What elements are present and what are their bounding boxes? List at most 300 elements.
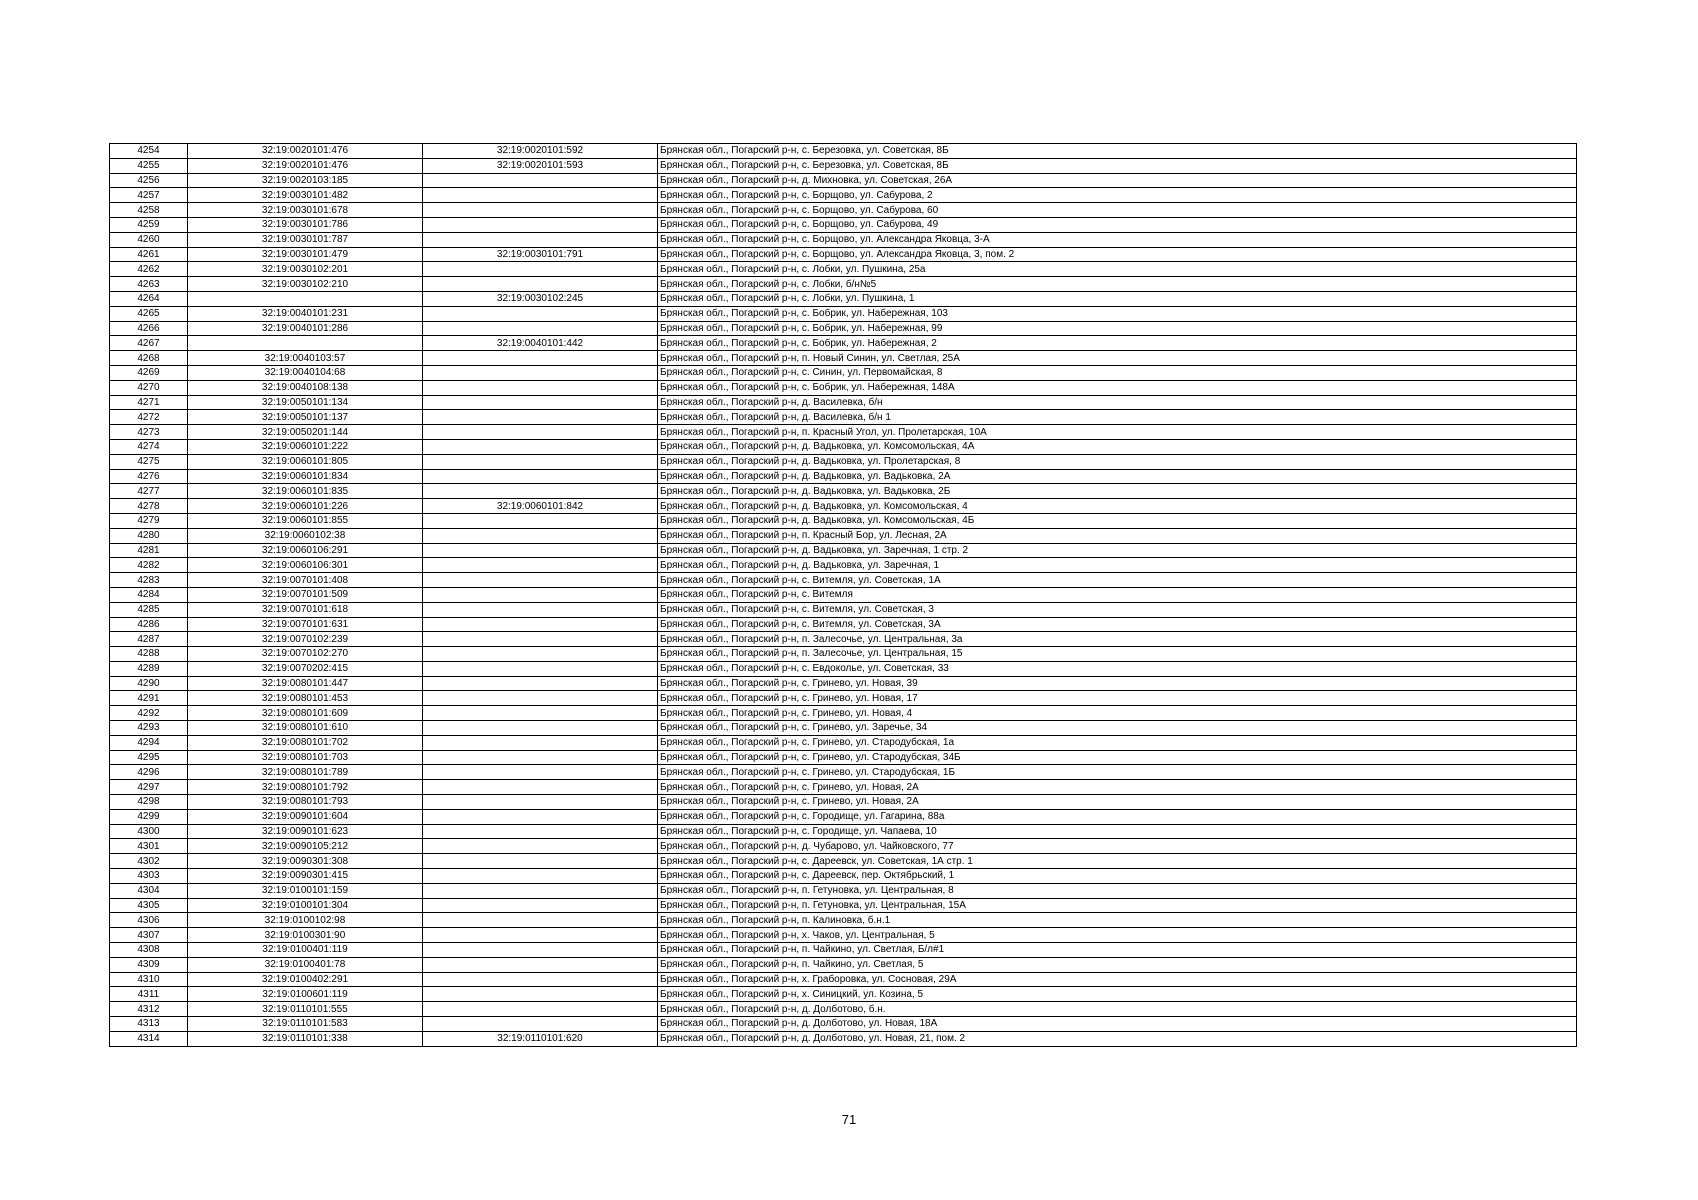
table-row <box>110 987 1577 1002</box>
row-number-cell: 4259 <box>110 217 188 232</box>
table-row <box>110 158 1577 173</box>
building-cadastral-number-cell <box>423 780 658 795</box>
building-cadastral-number-cell <box>423 809 658 824</box>
table-row <box>110 972 1577 987</box>
land-cadastral-number-cell: 32:19:0040101:286 <box>188 321 423 336</box>
table-row <box>110 365 1577 380</box>
building-cadastral-number-cell: 32:19:0060101:842 <box>423 499 658 514</box>
land-cadastral-number-cell: 32:19:0020101:476 <box>188 144 423 159</box>
table-row <box>110 543 1577 558</box>
row-number-cell: 4300 <box>110 824 188 839</box>
row-number-cell: 4281 <box>110 543 188 558</box>
row-number-cell: 4290 <box>110 676 188 691</box>
row-number-cell: 4279 <box>110 513 188 528</box>
land-cadastral-number-cell: 32:19:0070102:270 <box>188 647 423 662</box>
building-cadastral-number-cell <box>423 647 658 662</box>
building-cadastral-number-cell <box>423 928 658 943</box>
row-number-cell: 4311 <box>110 987 188 1002</box>
table-row <box>110 957 1577 972</box>
row-number-cell: 4295 <box>110 750 188 765</box>
building-cadastral-number-cell <box>423 765 658 780</box>
address-cell: Брянская обл., Погарский р-н, с. Борщово, ул. Александра Яковца, 3-А <box>658 232 1577 247</box>
address-cell: Брянская обл., Погарский р-н, п. Залесочье, ул. Центральная, 15 <box>658 647 1577 662</box>
table-row <box>110 232 1577 247</box>
building-cadastral-number-cell <box>423 232 658 247</box>
address-cell: Брянская обл., Погарский р-н, п. Чайкино, ул. Светлая, Б/л#1 <box>658 943 1577 958</box>
row-number-cell: 4267 <box>110 336 188 351</box>
address-cell: Брянская обл., Погарский р-н, п. Гетуновка, ул. Центральная, 15А <box>658 898 1577 913</box>
row-number-cell: 4256 <box>110 173 188 188</box>
land-cadastral-number-cell: 32:19:0070101:408 <box>188 573 423 588</box>
building-cadastral-number-cell: 32:19:0110101:620 <box>423 1031 658 1046</box>
building-cadastral-number-cell <box>423 957 658 972</box>
row-number-cell: 4264 <box>110 291 188 306</box>
building-cadastral-number-cell <box>423 676 658 691</box>
address-cell: Брянская обл., Погарский р-н, с. Лобки, ул. Пушкина, 25а <box>658 262 1577 277</box>
land-cadastral-number-cell: 32:19:0060102:38 <box>188 528 423 543</box>
row-number-cell: 4269 <box>110 365 188 380</box>
address-cell: Брянская обл., Погарский р-н, п. Новый Синин, ул. Светлая, 25А <box>658 351 1577 366</box>
address-cell: Брянская обл., Погарский р-н, х. Чаков, ул. Центральная, 5 <box>658 928 1577 943</box>
building-cadastral-number-cell <box>423 543 658 558</box>
address-cell: Брянская обл., Погарский р-н, с. Дареевск, пер. Октябрьский, 1 <box>658 869 1577 884</box>
address-cell: Брянская обл., Погарский р-н, с. Синин, ул. Первомайская, 8 <box>658 365 1577 380</box>
land-cadastral-number-cell: 32:19:0070102:239 <box>188 632 423 647</box>
table-row <box>110 469 1577 484</box>
address-cell: Брянская обл., Погарский р-н, д. Василевка, б/н 1 <box>658 410 1577 425</box>
building-cadastral-number-cell <box>423 839 658 854</box>
land-cadastral-number-cell: 32:19:0100101:159 <box>188 883 423 898</box>
land-cadastral-number-cell: 32:19:0030101:479 <box>188 247 423 262</box>
address-cell: Брянская обл., Погарский р-н, с. Борщово, ул. Сабурова, 49 <box>658 217 1577 232</box>
building-cadastral-number-cell <box>423 173 658 188</box>
land-cadastral-number-cell <box>188 336 423 351</box>
building-cadastral-number-cell <box>423 750 658 765</box>
land-cadastral-number-cell: 32:19:0070202:415 <box>188 661 423 676</box>
address-cell: Брянская обл., Погарский р-н, с. Березовка, ул. Советская, 8Б <box>658 144 1577 159</box>
address-cell: Брянская обл., Погарский р-н, с. Витемля, ул. Советская, 3 <box>658 602 1577 617</box>
table-row <box>110 750 1577 765</box>
table-row <box>110 321 1577 336</box>
land-cadastral-number-cell: 32:19:0060101:805 <box>188 454 423 469</box>
address-cell: Брянская обл., Погарский р-н, с. Гринево, ул. Стародубская, 1Б <box>658 765 1577 780</box>
land-cadastral-number-cell <box>188 291 423 306</box>
address-cell: Брянская обл., Погарский р-н, с. Городище, ул. Чапаева, 10 <box>658 824 1577 839</box>
table-row <box>110 780 1577 795</box>
row-number-cell: 4261 <box>110 247 188 262</box>
row-number-cell: 4312 <box>110 1002 188 1017</box>
building-cadastral-number-cell <box>423 454 658 469</box>
building-cadastral-number-cell <box>423 365 658 380</box>
row-number-cell: 4305 <box>110 898 188 913</box>
land-cadastral-number-cell: 32:19:0090301:415 <box>188 869 423 884</box>
row-number-cell: 4271 <box>110 395 188 410</box>
address-cell: Брянская обл., Погарский р-н, с. Бобрик, ул. Набережная, 2 <box>658 336 1577 351</box>
building-cadastral-number-cell <box>423 1017 658 1032</box>
table-row <box>110 765 1577 780</box>
table-row <box>110 1002 1577 1017</box>
row-number-cell: 4286 <box>110 617 188 632</box>
land-cadastral-number-cell: 32:19:0090101:604 <box>188 809 423 824</box>
table-row <box>110 262 1577 277</box>
address-cell: Брянская обл., Погарский р-н, д. Долботово, ул. Новая, 18А <box>658 1017 1577 1032</box>
row-number-cell: 4275 <box>110 454 188 469</box>
table-row <box>110 454 1577 469</box>
table-row <box>110 721 1577 736</box>
building-cadastral-number-cell <box>423 262 658 277</box>
row-number-cell: 4308 <box>110 943 188 958</box>
address-cell: Брянская обл., Погарский р-н, с. Борщово, ул. Александра Яковца, 3, пом. 2 <box>658 247 1577 262</box>
building-cadastral-number-cell <box>423 972 658 987</box>
building-cadastral-number-cell: 32:19:0030102:245 <box>423 291 658 306</box>
page-number: 71 <box>841 1112 857 1127</box>
table-row <box>110 380 1577 395</box>
row-number-cell: 4273 <box>110 425 188 440</box>
address-cell: Брянская обл., Погарский р-н, с. Витемля, ул. Советская, 1А <box>658 573 1577 588</box>
land-cadastral-number-cell: 32:19:0110101:583 <box>188 1017 423 1032</box>
building-cadastral-number-cell <box>423 469 658 484</box>
land-cadastral-number-cell: 32:19:0060101:834 <box>188 469 423 484</box>
table-row <box>110 1031 1577 1046</box>
table-row <box>110 499 1577 514</box>
land-cadastral-number-cell: 32:19:0080101:702 <box>188 735 423 750</box>
address-cell: Брянская обл., Погарский р-н, с. Гринево, ул. Стародубская, 34Б <box>658 750 1577 765</box>
address-cell: Брянская обл., Погарский р-н, д. Вадьковка, ул. Вадьковка, 2Б <box>658 484 1577 499</box>
table-row <box>110 1017 1577 1032</box>
table-row <box>110 869 1577 884</box>
land-cadastral-number-cell: 32:19:0100402:291 <box>188 972 423 987</box>
table-row <box>110 587 1577 602</box>
table-row <box>110 425 1577 440</box>
land-cadastral-number-cell: 32:19:0060101:222 <box>188 439 423 454</box>
land-cadastral-number-cell: 32:19:0080101:610 <box>188 721 423 736</box>
row-number-cell: 4289 <box>110 661 188 676</box>
table-row <box>110 617 1577 632</box>
building-cadastral-number-cell <box>423 883 658 898</box>
address-cell: Брянская обл., Погарский р-н, д. Вадьковка, ул. Вадьковка, 2А <box>658 469 1577 484</box>
row-number-cell: 4303 <box>110 869 188 884</box>
table-row <box>110 735 1577 750</box>
table-row <box>110 809 1577 824</box>
address-cell: Брянская обл., Погарский р-н, с. Березовка, ул. Советская, 8Б <box>658 158 1577 173</box>
land-cadastral-number-cell: 32:19:0020103:185 <box>188 173 423 188</box>
building-cadastral-number-cell <box>423 824 658 839</box>
row-number-cell: 4277 <box>110 484 188 499</box>
land-cadastral-number-cell: 32:19:0100101:304 <box>188 898 423 913</box>
row-number-cell: 4272 <box>110 410 188 425</box>
address-cell: Брянская обл., Погарский р-н, с. Бобрик, ул. Набережная, 103 <box>658 306 1577 321</box>
land-cadastral-number-cell: 32:19:0080101:703 <box>188 750 423 765</box>
row-number-cell: 4299 <box>110 809 188 824</box>
table-row <box>110 395 1577 410</box>
row-number-cell: 4276 <box>110 469 188 484</box>
address-cell: Брянская обл., Погарский р-н, с. Витемля, ул. Советская, 3А <box>658 617 1577 632</box>
building-cadastral-number-cell <box>423 943 658 958</box>
table-row <box>110 291 1577 306</box>
land-cadastral-number-cell: 32:19:0030101:482 <box>188 188 423 203</box>
building-cadastral-number-cell <box>423 425 658 440</box>
row-number-cell: 4294 <box>110 735 188 750</box>
building-cadastral-number-cell <box>423 795 658 810</box>
building-cadastral-number-cell <box>423 217 658 232</box>
address-cell: Брянская обл., Погарский р-н, д. Вадьковка, ул. Комсомольская, 4А <box>658 439 1577 454</box>
address-cell: Брянская обл., Погарский р-н, п. Красный Бор, ул. Лесная, 2А <box>658 528 1577 543</box>
row-number-cell: 4285 <box>110 602 188 617</box>
address-cell: Брянская обл., Погарский р-н, п. Гетуновка, ул. Центральная, 8 <box>658 883 1577 898</box>
table-row <box>110 706 1577 721</box>
address-cell: Брянская обл., Погарский р-н, п. Залесочье, ул. Центральная, 3а <box>658 632 1577 647</box>
land-cadastral-number-cell: 32:19:0030101:787 <box>188 232 423 247</box>
row-number-cell: 4265 <box>110 306 188 321</box>
address-cell: Брянская обл., Погарский р-н, д. Вадьковка, ул. Комсомольская, 4 <box>658 499 1577 514</box>
row-number-cell: 4260 <box>110 232 188 247</box>
row-number-cell: 4258 <box>110 203 188 218</box>
table-row <box>110 173 1577 188</box>
address-cell: Брянская обл., Погарский р-н, с. Борщово, ул. Сабурова, 2 <box>658 188 1577 203</box>
table-row <box>110 839 1577 854</box>
table-row <box>110 439 1577 454</box>
address-cell: Брянская обл., Погарский р-н, х. Синицкий, ул. Козина, 5 <box>658 987 1577 1002</box>
table-row <box>110 306 1577 321</box>
row-number-cell: 4257 <box>110 188 188 203</box>
land-cadastral-number-cell: 32:19:0040101:231 <box>188 306 423 321</box>
address-cell: Брянская обл., Погарский р-н, х. Граборовка, ул. Сосновая, 29А <box>658 972 1577 987</box>
building-cadastral-number-cell <box>423 188 658 203</box>
table-row <box>110 661 1577 676</box>
land-cadastral-number-cell: 32:19:0090301:308 <box>188 854 423 869</box>
address-cell: Брянская обл., Погарский р-н, с. Гринево, ул. Новая, 2А <box>658 795 1577 810</box>
land-cadastral-number-cell: 32:19:0040108:138 <box>188 380 423 395</box>
address-cell: Брянская обл., Погарский р-н, д. Вадьковка, ул. Заречная, 1 стр. 2 <box>658 543 1577 558</box>
building-cadastral-number-cell <box>423 306 658 321</box>
table-row <box>110 144 1577 159</box>
address-cell: Брянская обл., Погарский р-н, с. Витемля <box>658 587 1577 602</box>
land-cadastral-number-cell: 32:19:0060101:226 <box>188 499 423 514</box>
building-cadastral-number-cell <box>423 898 658 913</box>
building-cadastral-number-cell <box>423 987 658 1002</box>
building-cadastral-number-cell <box>423 439 658 454</box>
table-row <box>110 277 1577 292</box>
row-number-cell: 4262 <box>110 262 188 277</box>
table-row <box>110 351 1577 366</box>
table-row <box>110 188 1577 203</box>
row-number-cell: 4270 <box>110 380 188 395</box>
row-number-cell: 4314 <box>110 1031 188 1046</box>
building-cadastral-number-cell <box>423 617 658 632</box>
table-row <box>110 528 1577 543</box>
row-number-cell: 4283 <box>110 573 188 588</box>
table-row <box>110 410 1577 425</box>
row-number-cell: 4309 <box>110 957 188 972</box>
land-cadastral-number-cell: 32:19:0070101:509 <box>188 587 423 602</box>
land-cadastral-number-cell: 32:19:0100601:119 <box>188 987 423 1002</box>
land-cadastral-number-cell: 32:19:0060101:855 <box>188 513 423 528</box>
table-row <box>110 691 1577 706</box>
address-cell: Брянская обл., Погарский р-н, д. Василевка, б/н <box>658 395 1577 410</box>
land-cadastral-number-cell: 32:19:0080101:789 <box>188 765 423 780</box>
building-cadastral-number-cell <box>423 706 658 721</box>
row-number-cell: 4291 <box>110 691 188 706</box>
land-cadastral-number-cell: 32:19:0100401:119 <box>188 943 423 958</box>
building-cadastral-number-cell <box>423 558 658 573</box>
row-number-cell: 4313 <box>110 1017 188 1032</box>
land-cadastral-number-cell: 32:19:0060101:835 <box>188 484 423 499</box>
building-cadastral-number-cell <box>423 854 658 869</box>
address-cell: Брянская обл., Погарский р-н, с. Евдоколье, ул. Советская, 33 <box>658 661 1577 676</box>
land-cadastral-number-cell: 32:19:0030102:201 <box>188 262 423 277</box>
land-cadastral-number-cell: 32:19:0100401:78 <box>188 957 423 972</box>
table-row <box>110 573 1577 588</box>
row-number-cell: 4293 <box>110 721 188 736</box>
address-cell: Брянская обл., Погарский р-н, д. Долботово, б.н. <box>658 1002 1577 1017</box>
row-number-cell: 4255 <box>110 158 188 173</box>
row-number-cell: 4287 <box>110 632 188 647</box>
row-number-cell: 4304 <box>110 883 188 898</box>
land-cadastral-number-cell: 32:19:0110101:555 <box>188 1002 423 1017</box>
address-cell: Брянская обл., Погарский р-н, с. Борщово, ул. Сабурова, 60 <box>658 203 1577 218</box>
land-cadastral-number-cell: 32:19:0080101:453 <box>188 691 423 706</box>
table-row <box>110 913 1577 928</box>
land-cadastral-number-cell: 32:19:0080101:793 <box>188 795 423 810</box>
row-number-cell: 4274 <box>110 439 188 454</box>
address-cell: Брянская обл., Погарский р-н, д. Чубарово, ул. Чайковского, 77 <box>658 839 1577 854</box>
address-cell: Брянская обл., Погарский р-н, с. Гринево, ул. Новая, 4 <box>658 706 1577 721</box>
land-cadastral-number-cell: 32:19:0060106:291 <box>188 543 423 558</box>
building-cadastral-number-cell <box>423 721 658 736</box>
building-cadastral-number-cell: 32:19:0020101:593 <box>423 158 658 173</box>
table-row <box>110 795 1577 810</box>
address-cell: Брянская обл., Погарский р-н, д. Вадьковка, ул. Пролетарская, 8 <box>658 454 1577 469</box>
address-cell: Брянская обл., Погарский р-н, п. Калиновка, б.н.1 <box>658 913 1577 928</box>
row-number-cell: 4254 <box>110 144 188 159</box>
building-cadastral-number-cell <box>423 513 658 528</box>
table-row <box>110 484 1577 499</box>
address-cell: Брянская обл., Погарский р-н, с. Лобки, б/н№5 <box>658 277 1577 292</box>
row-number-cell: 4310 <box>110 972 188 987</box>
registry-table <box>109 143 1577 1047</box>
building-cadastral-number-cell: 32:19:0030101:791 <box>423 247 658 262</box>
land-cadastral-number-cell: 32:19:0040103:57 <box>188 351 423 366</box>
land-cadastral-number-cell: 32:19:0100301:90 <box>188 928 423 943</box>
row-number-cell: 4278 <box>110 499 188 514</box>
land-cadastral-number-cell: 32:19:0030101:786 <box>188 217 423 232</box>
land-cadastral-number-cell: 32:19:0070101:618 <box>188 602 423 617</box>
table-row <box>110 217 1577 232</box>
row-number-cell: 4282 <box>110 558 188 573</box>
row-number-cell: 4263 <box>110 277 188 292</box>
row-number-cell: 4302 <box>110 854 188 869</box>
land-cadastral-number-cell: 32:19:0110101:338 <box>188 1031 423 1046</box>
land-cadastral-number-cell: 32:19:0080101:792 <box>188 780 423 795</box>
row-number-cell: 4306 <box>110 913 188 928</box>
building-cadastral-number-cell <box>423 380 658 395</box>
row-number-cell: 4301 <box>110 839 188 854</box>
address-cell: Брянская обл., Погарский р-н, д. Вадьковка, ул. Комсомольская, 4Б <box>658 513 1577 528</box>
land-cadastral-number-cell: 32:19:0100102:98 <box>188 913 423 928</box>
table-row <box>110 602 1577 617</box>
address-cell: Брянская обл., Погарский р-н, д. Михновка, ул. Советская, 26А <box>658 173 1577 188</box>
address-cell: Брянская обл., Погарский р-н, с. Гринево, ул. Новая, 17 <box>658 691 1577 706</box>
land-cadastral-number-cell: 32:19:0060106:301 <box>188 558 423 573</box>
land-cadastral-number-cell: 32:19:0090101:623 <box>188 824 423 839</box>
address-cell: Брянская обл., Погарский р-н, с. Гринево, ул. Заречье, 34 <box>658 721 1577 736</box>
address-cell: Брянская обл., Погарский р-н, с. Бобрик, ул. Набережная, 148А <box>658 380 1577 395</box>
building-cadastral-number-cell <box>423 528 658 543</box>
building-cadastral-number-cell: 32:19:0040101:442 <box>423 336 658 351</box>
address-cell: Брянская обл., Погарский р-н, п. Чайкино, ул. Светлая, 5 <box>658 957 1577 972</box>
land-cadastral-number-cell: 32:19:0090105:212 <box>188 839 423 854</box>
building-cadastral-number-cell <box>423 661 658 676</box>
table-row <box>110 824 1577 839</box>
building-cadastral-number-cell <box>423 602 658 617</box>
building-cadastral-number-cell <box>423 410 658 425</box>
building-cadastral-number-cell <box>423 203 658 218</box>
row-number-cell: 4280 <box>110 528 188 543</box>
building-cadastral-number-cell <box>423 395 658 410</box>
row-number-cell: 4298 <box>110 795 188 810</box>
row-number-cell: 4266 <box>110 321 188 336</box>
building-cadastral-number-cell <box>423 321 658 336</box>
building-cadastral-number-cell <box>423 277 658 292</box>
table-row <box>110 513 1577 528</box>
table-row <box>110 943 1577 958</box>
registry-table-body <box>110 144 1577 1047</box>
building-cadastral-number-cell: 32:19:0020101:592 <box>423 144 658 159</box>
row-number-cell: 4307 <box>110 928 188 943</box>
land-cadastral-number-cell: 32:19:0080101:609 <box>188 706 423 721</box>
table-row <box>110 928 1577 943</box>
building-cadastral-number-cell <box>423 691 658 706</box>
land-cadastral-number-cell: 32:19:0070101:631 <box>188 617 423 632</box>
table-row <box>110 883 1577 898</box>
land-cadastral-number-cell: 32:19:0030102:210 <box>188 277 423 292</box>
land-cadastral-number-cell: 32:19:0020101:476 <box>188 158 423 173</box>
row-number-cell: 4268 <box>110 351 188 366</box>
row-number-cell: 4292 <box>110 706 188 721</box>
address-cell: Брянская обл., Погарский р-н, с. Лобки, ул. Пушкина, 1 <box>658 291 1577 306</box>
table-row <box>110 647 1577 662</box>
building-cadastral-number-cell <box>423 913 658 928</box>
address-cell: Брянская обл., Погарский р-н, с. Городище, ул. Гагарина, 88а <box>658 809 1577 824</box>
building-cadastral-number-cell <box>423 573 658 588</box>
row-number-cell: 4296 <box>110 765 188 780</box>
land-cadastral-number-cell: 32:19:0050201:144 <box>188 425 423 440</box>
building-cadastral-number-cell <box>423 587 658 602</box>
building-cadastral-number-cell <box>423 351 658 366</box>
address-cell: Брянская обл., Погарский р-н, с. Гринево, ул. Новая, 2А <box>658 780 1577 795</box>
land-cadastral-number-cell: 32:19:0050101:137 <box>188 410 423 425</box>
table-row <box>110 247 1577 262</box>
row-number-cell: 4284 <box>110 587 188 602</box>
table-row <box>110 203 1577 218</box>
table-row <box>110 336 1577 351</box>
building-cadastral-number-cell <box>423 1002 658 1017</box>
table-row <box>110 558 1577 573</box>
building-cadastral-number-cell <box>423 632 658 647</box>
row-number-cell: 4297 <box>110 780 188 795</box>
address-cell: Брянская обл., Погарский р-н, п. Красный Угол, ул. Пролетарская, 10А <box>658 425 1577 440</box>
address-cell: Брянская обл., Погарский р-н, с. Бобрик, ул. Набережная, 99 <box>658 321 1577 336</box>
address-cell: Брянская обл., Погарский р-н, с. Гринево, ул. Новая, 39 <box>658 676 1577 691</box>
building-cadastral-number-cell <box>423 735 658 750</box>
address-cell: Брянская обл., Погарский р-н, с. Дареевск, ул. Советская, 1А стр. 1 <box>658 854 1577 869</box>
building-cadastral-number-cell <box>423 869 658 884</box>
table-row <box>110 632 1577 647</box>
table-row <box>110 676 1577 691</box>
address-cell: Брянская обл., Погарский р-н, д. Долботово, ул. Новая, 21, пом. 2 <box>658 1031 1577 1046</box>
land-cadastral-number-cell: 32:19:0040104:68 <box>188 365 423 380</box>
land-cadastral-number-cell: 32:19:0080101:447 <box>188 676 423 691</box>
